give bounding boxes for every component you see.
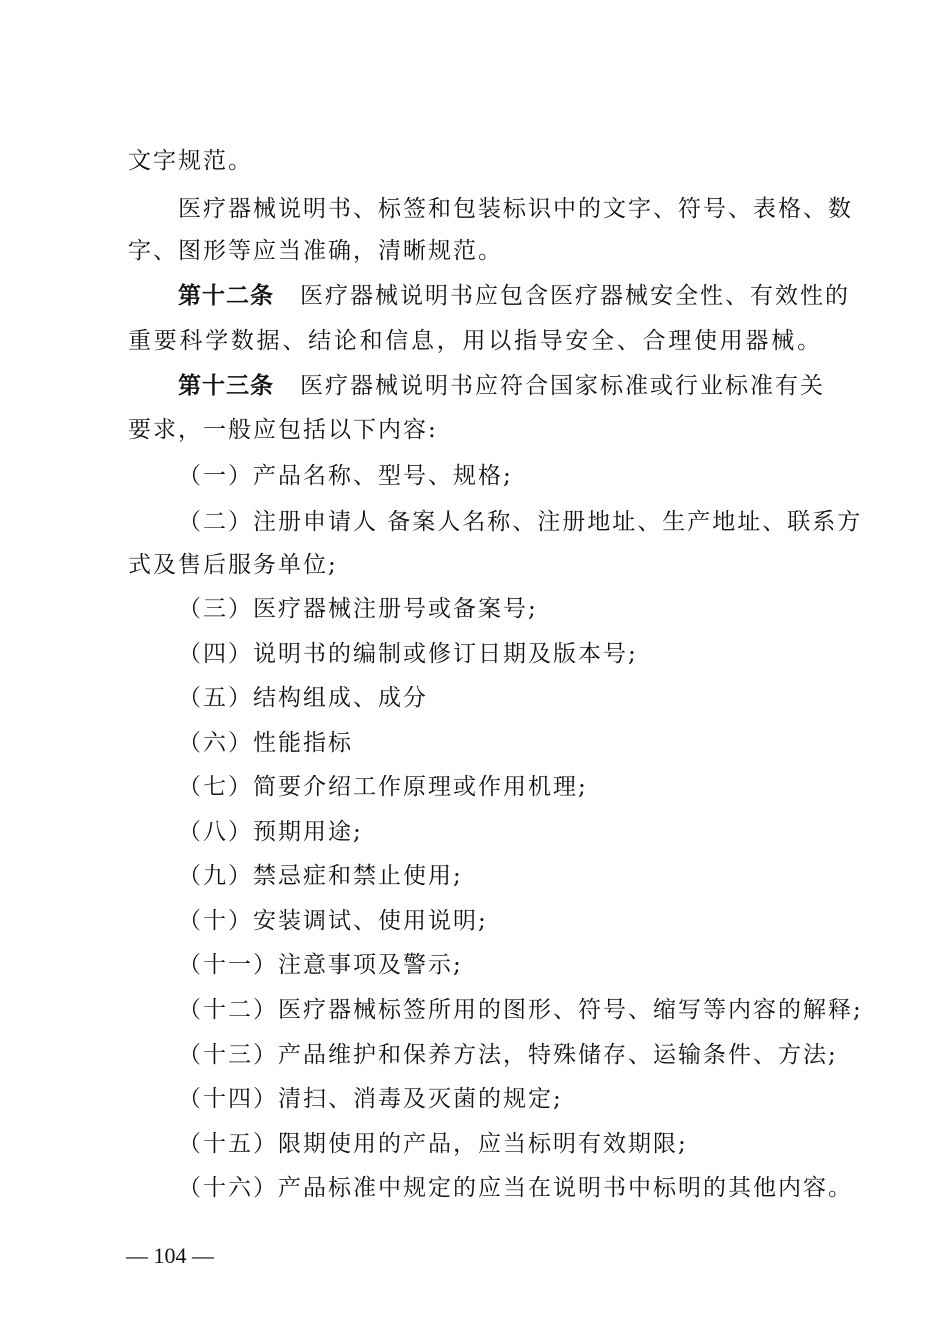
list-item: （十）安装调试、使用说明; bbox=[178, 908, 488, 934]
list-item: （四）说明书的编制或修订日期及版本号; bbox=[178, 641, 638, 667]
list-item: （十三）产品维护和保养方法，特殊储存、运输条件、方法; bbox=[178, 1042, 838, 1068]
list-item: （一）产品名称、型号、规格; bbox=[178, 463, 513, 489]
list-item: （十二）医疗器械标签所用的图形、符号、缩写等内容的解释; bbox=[178, 997, 863, 1023]
list-item: （二）注册申请人 备案人名称、注册地址、生产地址、联系方 bbox=[178, 509, 863, 535]
text-line: 字、图形等应当准确，清晰规范。 bbox=[128, 238, 503, 264]
article-text: 医疗器械说明书应包含医疗器械安全性、有效性的 bbox=[300, 283, 850, 309]
list-item: （八）预期用途; bbox=[178, 819, 363, 845]
list-item: （十一）注意事项及警示; bbox=[178, 952, 463, 978]
article-heading: 第十二条 bbox=[178, 282, 274, 309]
article-12-line bbox=[178, 281, 878, 311]
list-item: （六）性能指标 bbox=[178, 730, 353, 756]
article-13-line bbox=[178, 371, 878, 401]
list-item: （三）医疗器械注册号或备案号; bbox=[178, 596, 538, 622]
text-line: 医疗器械说明书、标签和包装标识中的文字、符号、表格、数 bbox=[178, 196, 853, 222]
text-line: 式及售后服务单位; bbox=[128, 552, 338, 578]
list-item: （十五）限期使用的产品，应当标明有效期限; bbox=[178, 1131, 688, 1157]
list-item: （五）结构组成、成分 bbox=[178, 685, 428, 711]
text-line: 重要科学数据、结论和信息，用以指导安全、合理使用器械。 bbox=[128, 328, 822, 354]
article-heading: 第十三条 bbox=[178, 372, 274, 399]
list-item: （十六）产品标准中规定的应当在说明书中标明的其他内容。 bbox=[178, 1175, 853, 1201]
list-item: （七）简要介绍工作原理或作用机理; bbox=[178, 774, 588, 800]
text-line: 文字规范。 bbox=[128, 148, 253, 174]
text-line: 要求，一般应包括以下内容: bbox=[128, 417, 438, 443]
article-text: 医疗器械说明书应符合国家标准或行业标准有关 bbox=[300, 373, 825, 399]
list-item: （十四）清扫、消毒及灭菌的规定; bbox=[178, 1086, 563, 1112]
page-number: — 104 — bbox=[126, 1243, 214, 1268]
list-item: （九）禁忌症和禁止使用; bbox=[178, 863, 463, 889]
